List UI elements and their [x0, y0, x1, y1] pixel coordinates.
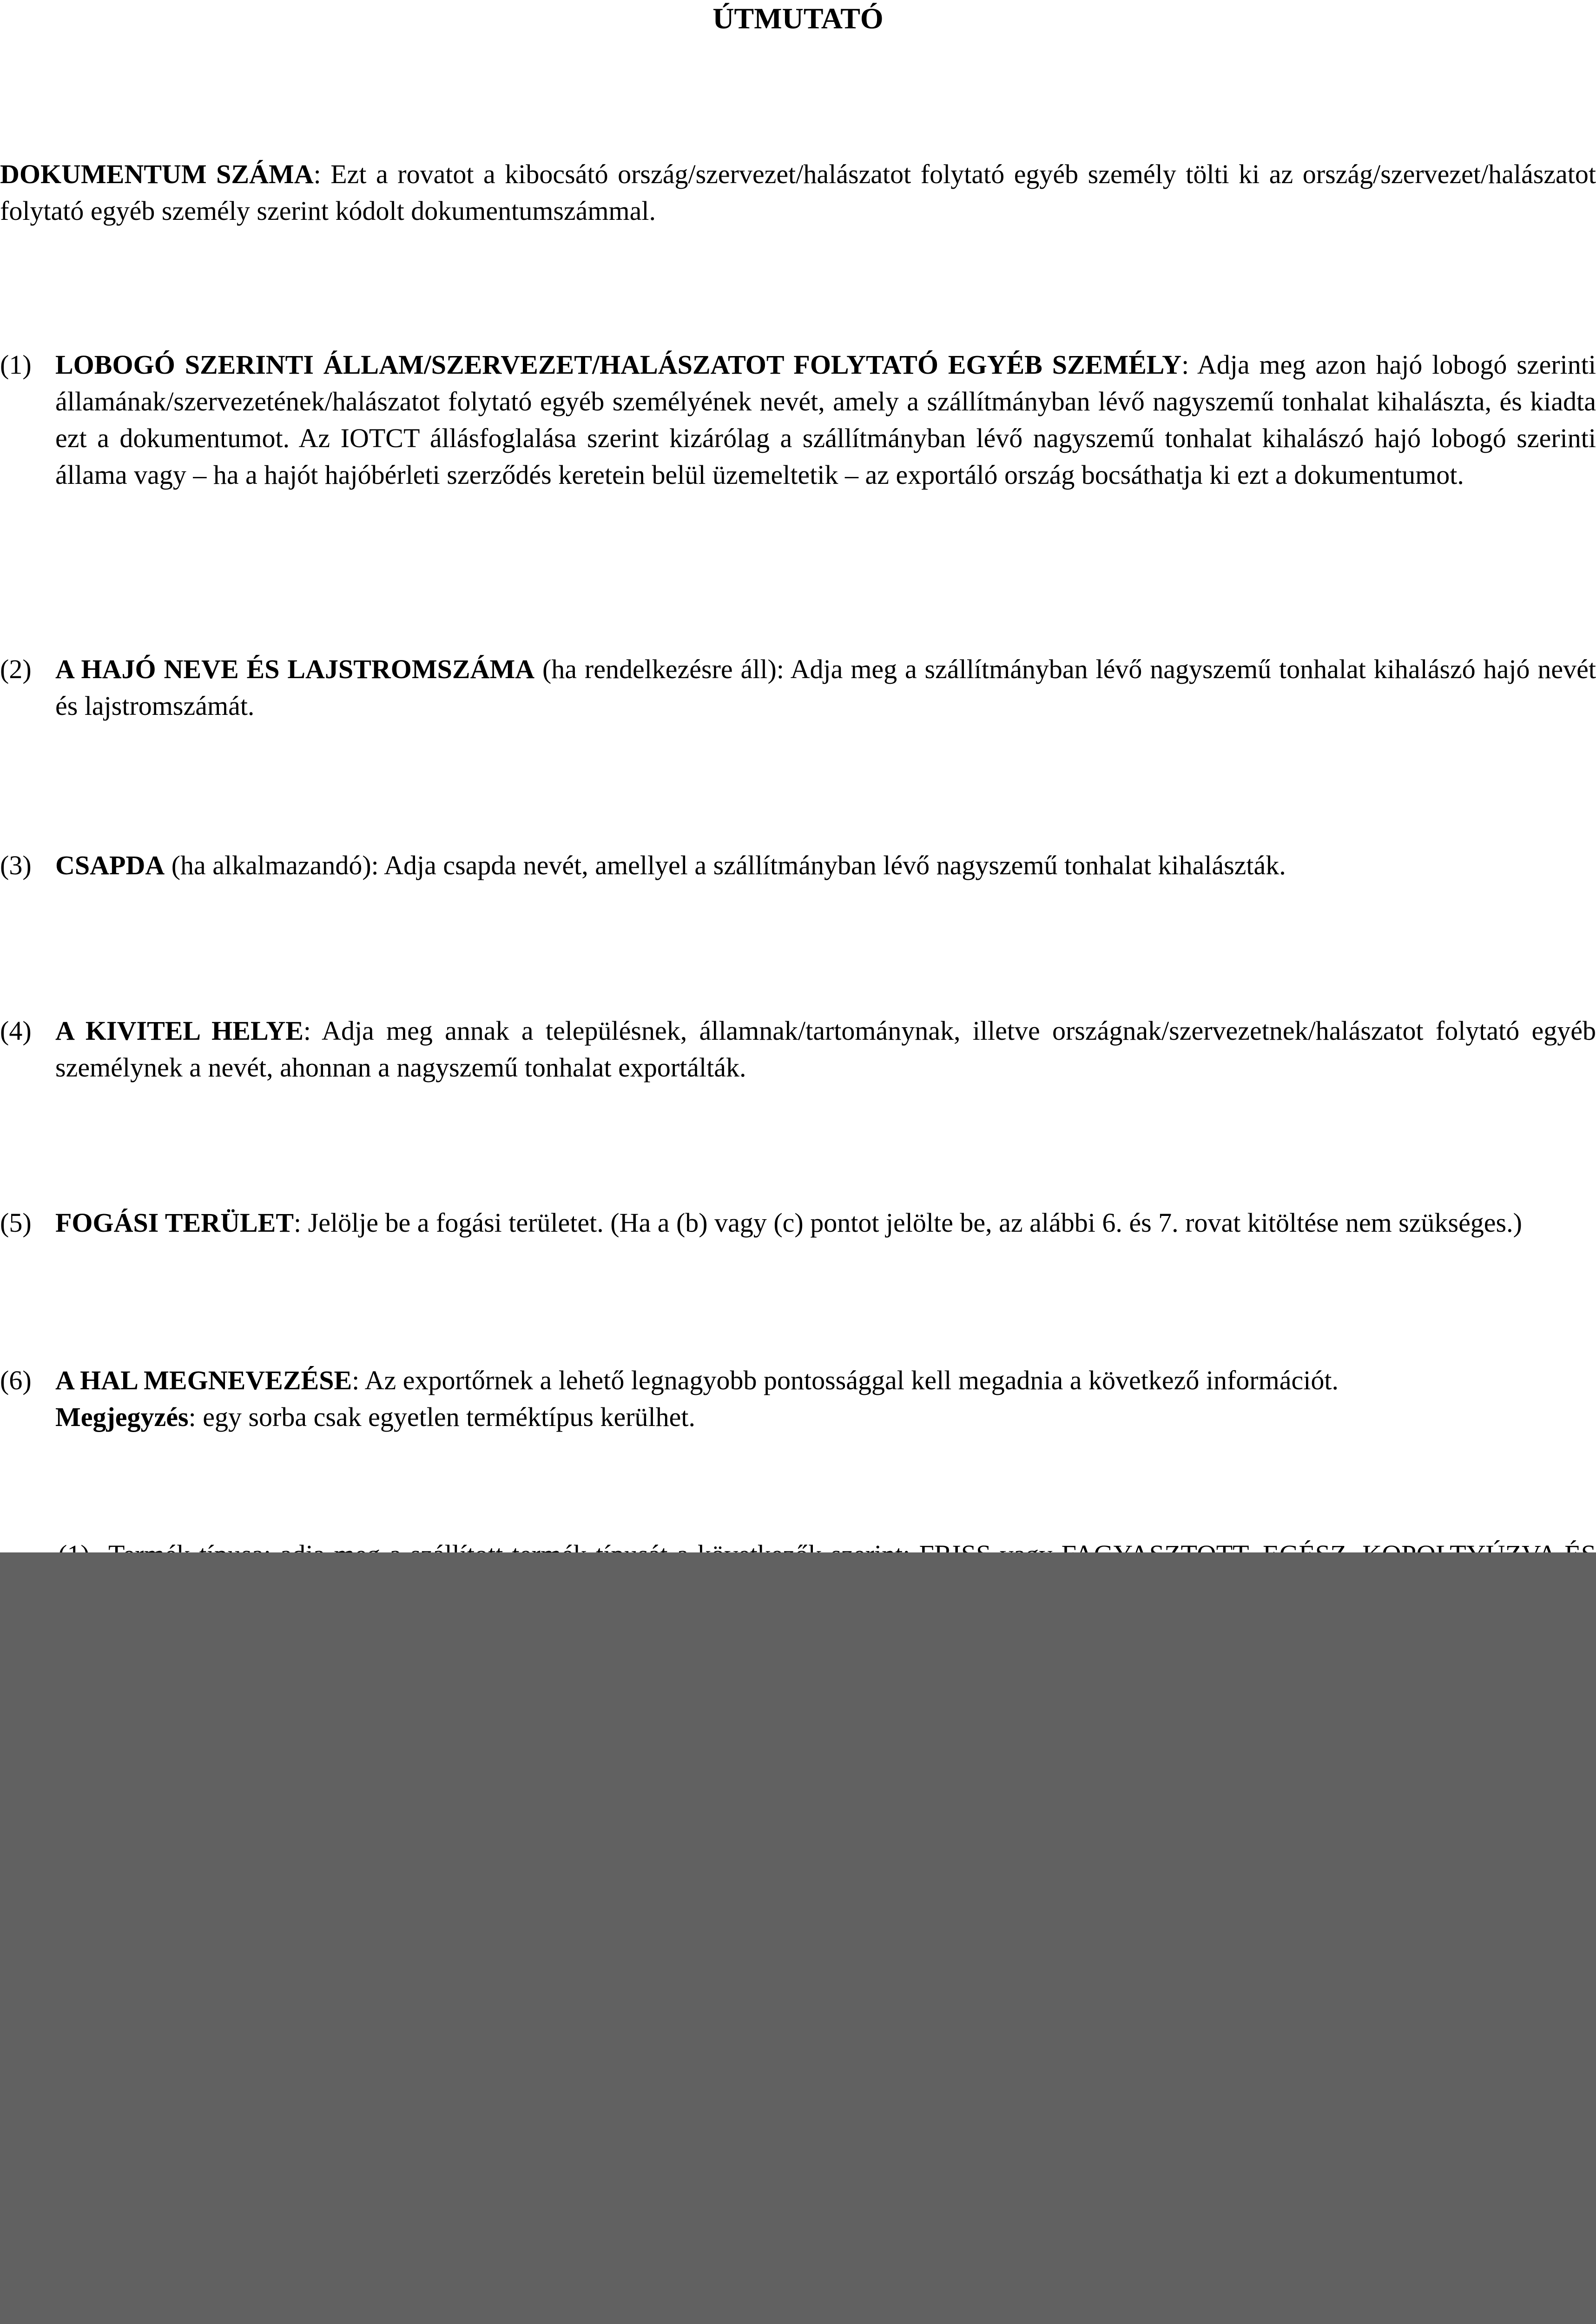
item-heading: LOBOGÓ SZERINTI ÁLLAM/SZERVEZET/HALÁSZATOT FOLYTATÓ EGYÉB SZEMÉLY	[55, 350, 1182, 380]
note-label: Megjegyzés	[55, 1402, 189, 1432]
intro-paragraph	[0, 156, 1596, 229]
document-title: ÚTMUTATÓ	[712, 2, 884, 35]
item-number: (6)	[0, 1365, 32, 1395]
item-paragraph-catch-area	[55, 1204, 1596, 1241]
item-paragraph-gear	[55, 847, 1596, 884]
item-text: : Az exportőrnek a lehető legnagyobb pontossággal kell megadnia a következő információt.	[352, 1365, 1339, 1395]
item-number: (3)	[0, 850, 32, 880]
intro-text: : Ezt a rovatot a kibocsátó ország/szervezet/halászatot folytató egyéb személy tölti ki az ország/szervezet/halászatot folytató egyéb személy szerint kódolt dokumentumszámmal.	[0, 159, 1596, 226]
gray-overlay	[0, 1552, 1596, 2324]
item-paragraph-fish-description	[55, 1362, 1596, 1435]
item-text: (ha alkalmazandó): Adja csapda nevét, amellyel a szállítmányban lévő nagyszemű tonhalat kihalászták.	[165, 850, 1286, 880]
note-text: : egy sorba csak egyetlen terméktípus kerülhet.	[188, 1402, 695, 1432]
item-number: (2)	[0, 654, 32, 684]
item-heading: A HAJÓ NEVE ÉS LAJSTROMSZÁMA	[55, 654, 535, 684]
item-text: (ha rendelkezésre áll): Adja meg a szállítmányban lévő nagyszemű tonhalat kihalászó hajó nevét és lajstromszámát.	[55, 654, 1596, 721]
item-number: (1)	[0, 350, 32, 380]
item-paragraph-export-point	[55, 1012, 1596, 1086]
intro-heading: DOKUMENTUM SZÁMA	[0, 159, 314, 189]
item-number: (4)	[0, 1016, 32, 1046]
item-paragraph-flag-state	[55, 346, 1596, 493]
item-heading: CSAPDA	[55, 850, 165, 880]
item-text: : Adja meg annak a településnek, államnak/tartománynak, illetve országnak/szervezetnek/halászatot folytató egyéb személynek a nevét, ahonnan a nagyszemű tonhalat exportálták.	[55, 1016, 1596, 1083]
item-text: : Jelölje be a fogási területet. (Ha a (b) vagy (c) pontot jelölte be, az alábbi 6. és 7. rovat kitöltése nem szükséges.)	[294, 1208, 1522, 1238]
item-paragraph-vessel-name	[55, 651, 1596, 724]
item-heading: A KIVITEL HELYE	[55, 1016, 303, 1046]
item-heading: FOGÁSI TERÜLET	[55, 1208, 294, 1238]
item-heading: A HAL MEGNEVEZÉSE	[55, 1365, 352, 1395]
item-text: : Adja meg azon hajó lobogó szerinti államának/szervezetének/halászatot folytató egyéb személyének nevét, amely a szállítmányban lévő nagyszemű tonhalat kihalászta, és kiadta ezt a dokumentumot. Az IOTCT állásfoglalása szerint kizárólag a szállítmányban lévő nagyszemű tonhalat kihalászó hajó lobogó szerinti állama vagy – ha a hajót hajóbérleti szerződés keretein belül üzemeltetik – az exportáló ország bocsáthatja ki ezt a dokumentumot.	[55, 350, 1596, 490]
item-number: (5)	[0, 1208, 32, 1238]
